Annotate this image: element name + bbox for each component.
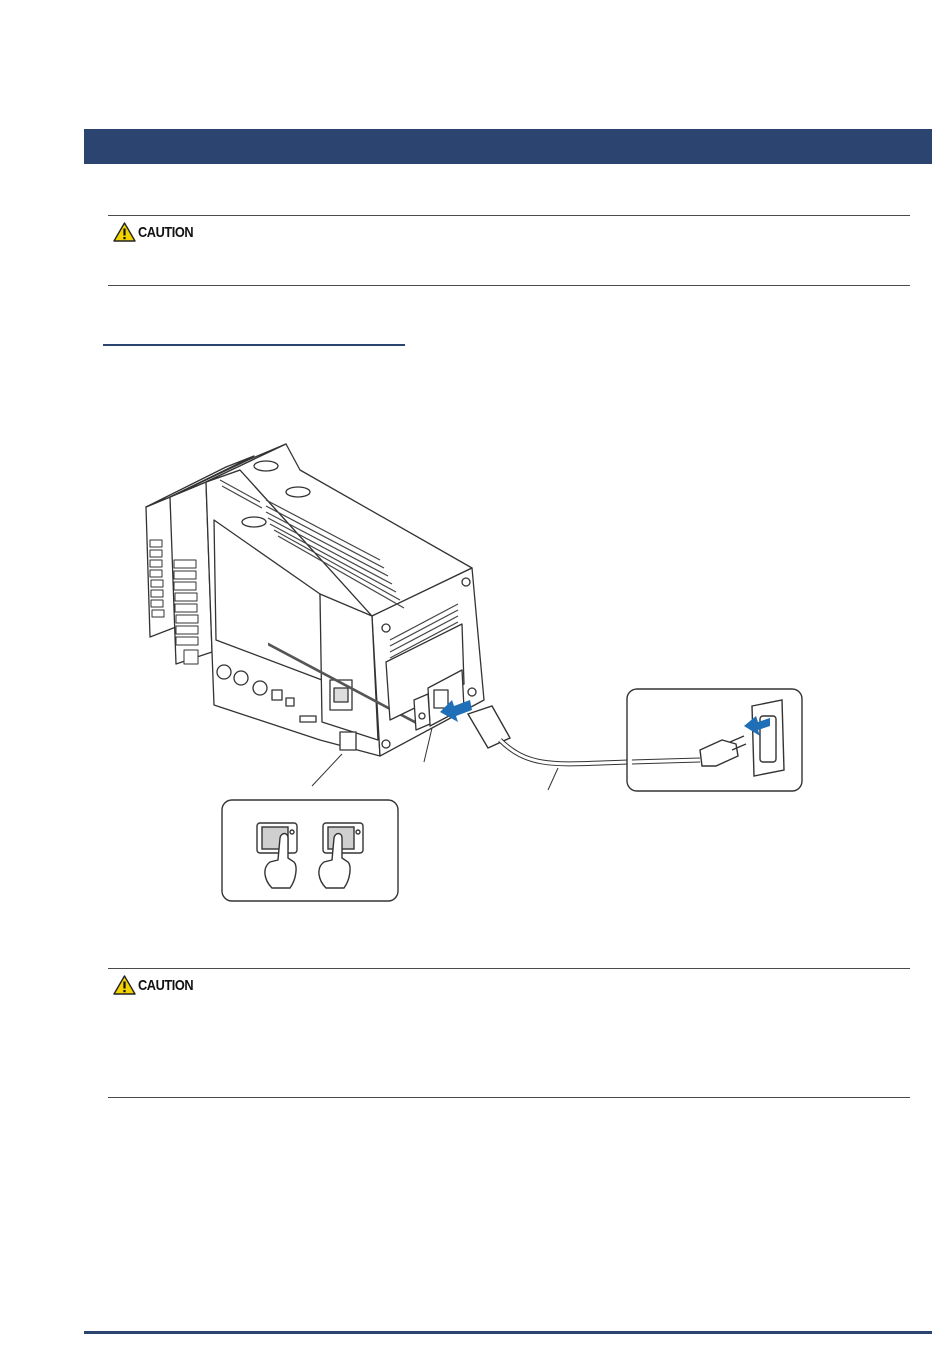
caution-2-bottom-rule (108, 1097, 910, 1098)
front-right-panel (320, 594, 378, 740)
caution-2-top-rule (108, 968, 910, 969)
power-switch (340, 732, 356, 750)
data-logger-device (146, 444, 484, 756)
power-cord (468, 706, 630, 764)
outlet-inset (627, 689, 802, 791)
caution-1-text: CAUTION (138, 223, 194, 241)
caution-2-label (113, 975, 203, 995)
warning-triangle-icon (113, 975, 136, 995)
caution-2-text: CAUTION (138, 976, 194, 994)
switch-inset (222, 800, 398, 901)
footer-rule (84, 1331, 932, 1334)
